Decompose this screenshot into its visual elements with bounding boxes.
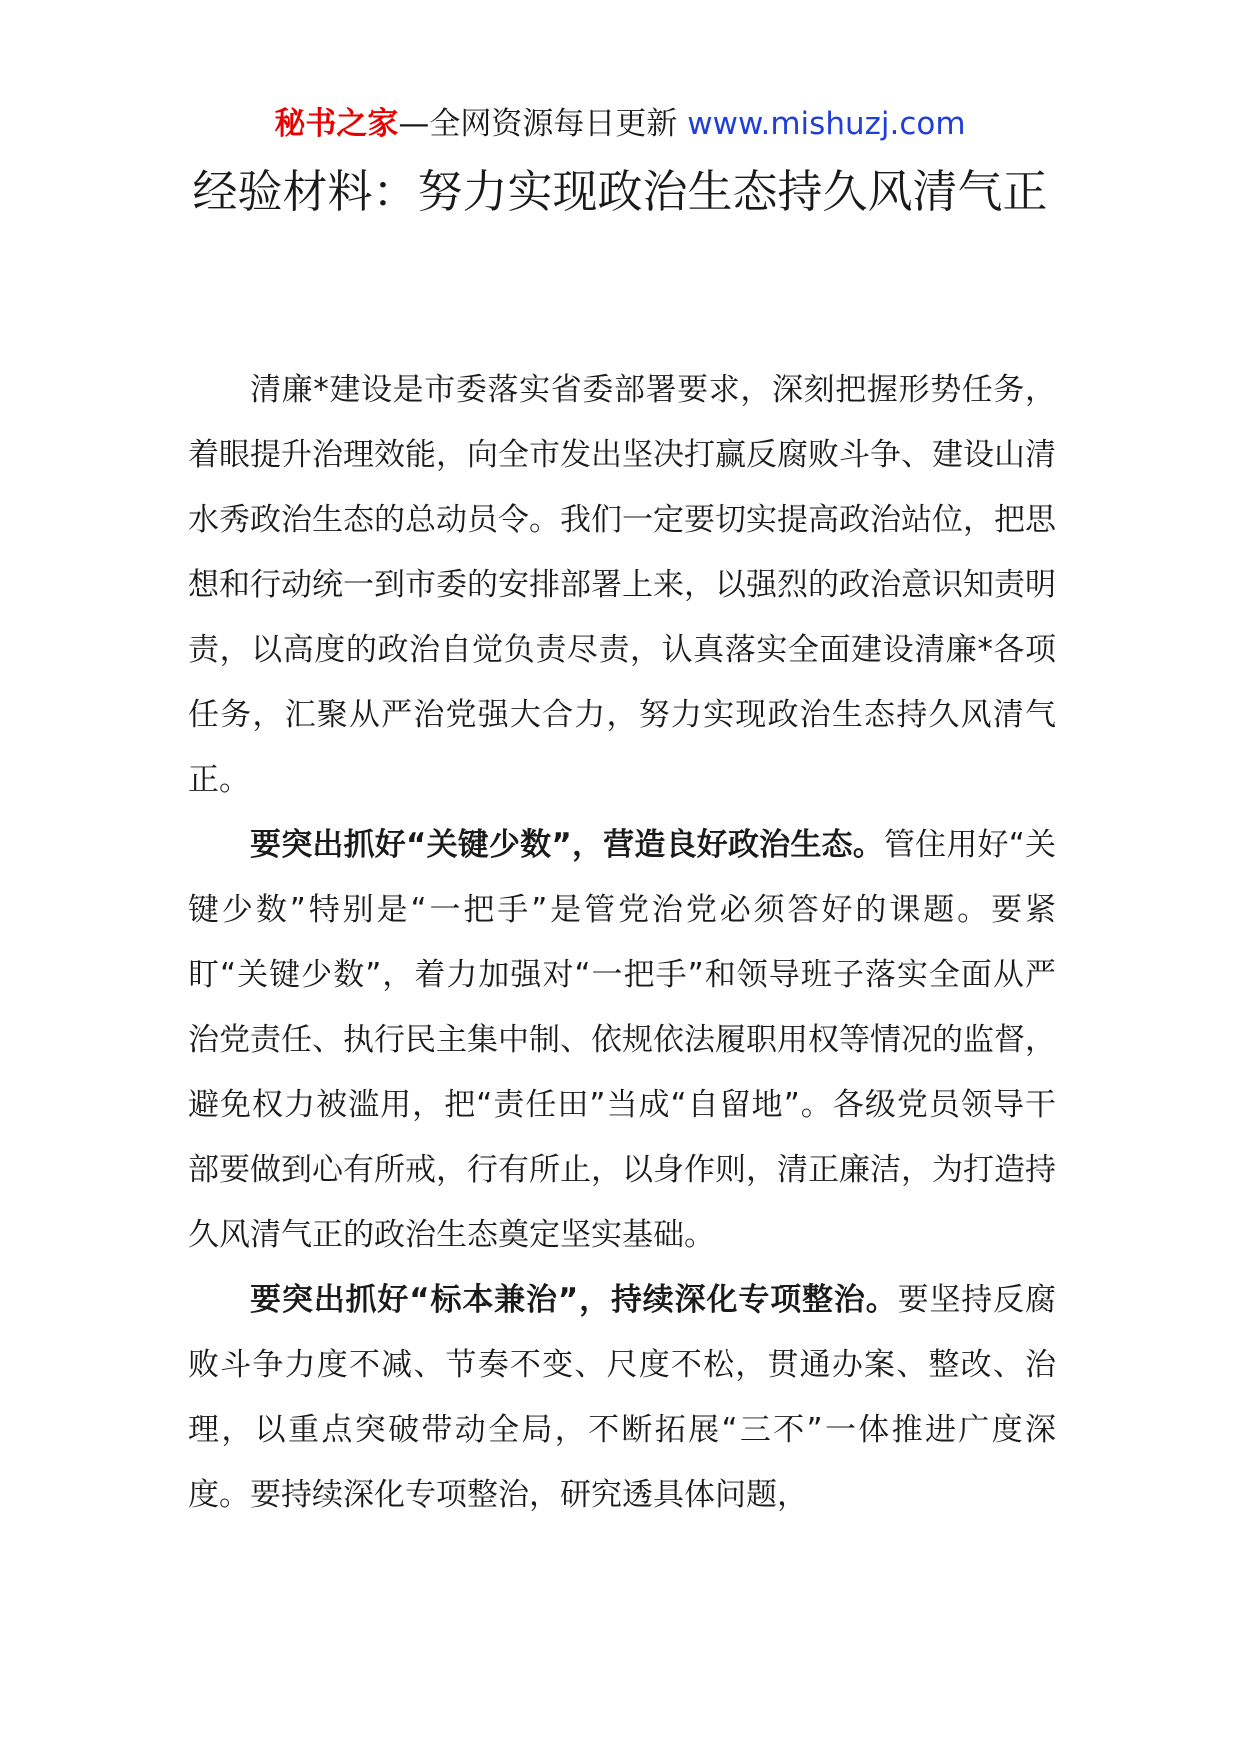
- paragraph-text: 要坚持反腐败斗争力度不减、节奏不变、尺度不松，贯通办案、整改、治理，以重点突破带动全局，不断拓展“三不”一体推进广度深度。要持续深化专项整治，研究透具体问题，: [188, 1282, 1057, 1513]
- paragraph-text: 管住用好“关键少数”特别是“一把手”是管党治党必须答好的课题。要紧盯“关键少数”，着力加强对“一把手”和领导班子落实全面从严治党责任、执行民主集中制、依规依法履职用权等情况的监督，避免权力被滥用，把“责任田”当成“自留地”。各级党员领导干部要做到心有所戒，行有所止，以身作则，清正廉洁，为打造持久风清气正的政治生态奠定坚实基础。: [188, 827, 1056, 1253]
- paragraph-lead: 要突出抓好“关键少数”，营造良好政治生态。: [250, 827, 884, 863]
- paragraph-intro: [188, 358, 1056, 813]
- document-title: 经验材料：努力实现政治生态持久风清气正: [192, 165, 1048, 218]
- document-body: [188, 358, 1056, 1528]
- paragraph-special-rectification: [188, 1268, 1056, 1528]
- paragraph-lead: 要突出抓好“标本兼治”，持续深化专项整治。: [250, 1282, 898, 1318]
- site-header: [0, 102, 1240, 146]
- paragraph-key-minority: [188, 813, 1056, 1268]
- paragraph-text: 清廉*建设是市委落实省委部署要求，深刻把握形势任务，着眼提升治理效能，向全市发出坚决打赢反腐败斗争、建设山清水秀政治生态的总动员令。我们一定要切实提高政治站位，把思想和行动统一到市委的安排部署上来，以强烈的政治意识知责明责，以高度的政治自觉负责尽责，认真落实全面建设清廉*各项任务，汇聚从严治党强大合力，努力实现政治生态持久风清气正。: [188, 372, 1056, 798]
- brand-name: 秘书之家: [274, 106, 399, 142]
- site-url-link[interactable]: www.mishuzj.com: [687, 106, 966, 142]
- header-tagline: —全网资源每日更新: [398, 106, 688, 142]
